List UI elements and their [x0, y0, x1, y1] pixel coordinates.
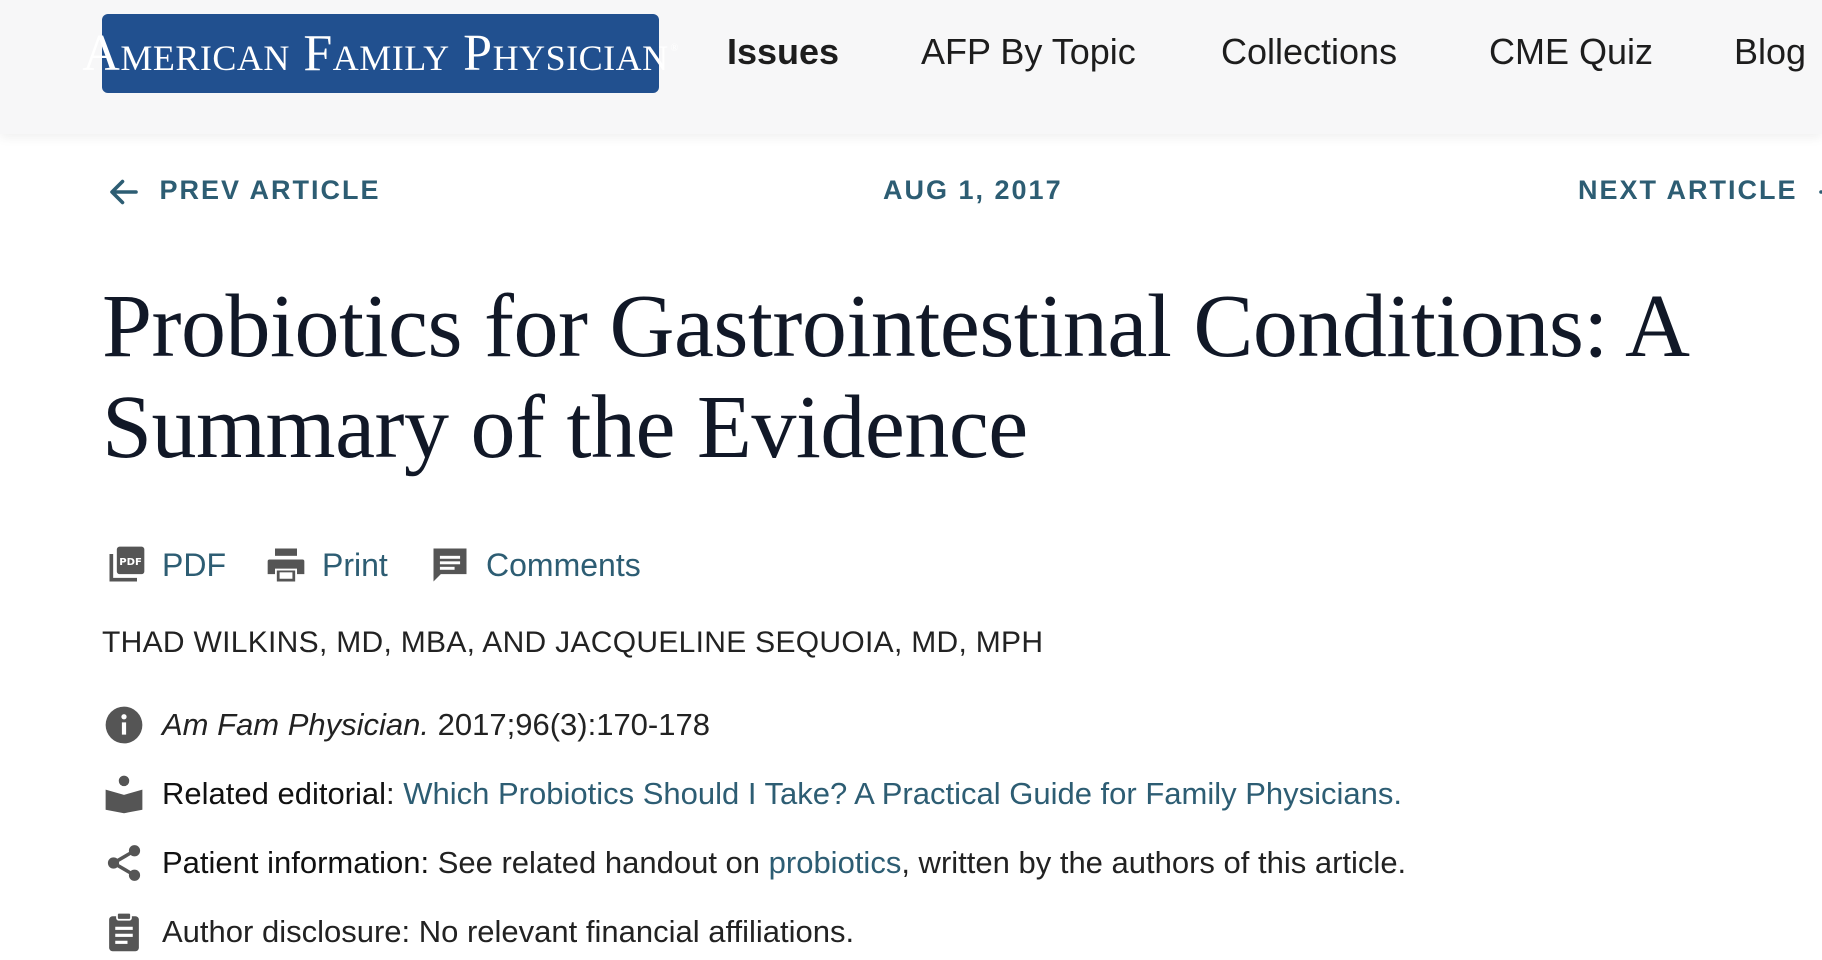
svg-text:PDF: PDF: [119, 557, 142, 568]
related-editorial-sep: :: [386, 776, 404, 811]
article-authors: THAD WILKINS, MD, MBA, AND JACQUELINE SEQUOIA, MD, MPH: [102, 626, 1044, 659]
arrow-right-icon: [1815, 174, 1822, 210]
nav-collections[interactable]: Collections: [1221, 31, 1398, 72]
clipboard-icon: [103, 911, 145, 953]
arrow-left-icon: [106, 174, 142, 210]
next-article-label: NEXT ARTICLE: [1578, 175, 1798, 205]
patient-handout-link[interactable]: probiotics: [768, 845, 902, 880]
comments-button[interactable]: [428, 540, 641, 590]
nav-cme-quiz[interactable]: CME Quiz: [1489, 31, 1654, 72]
patient-info-post: , written by the authors of this article.: [901, 845, 1407, 880]
print-label: Print: [322, 546, 388, 583]
comments-label: Comments: [486, 546, 641, 583]
author-disclosure: Author disclosure: No relevant financial affiliations.: [162, 914, 855, 949]
title-line-1: Probiotics for Gastrointestinal Conditions: A: [102, 277, 1690, 376]
citation-row: [102, 701, 710, 749]
related-editorial-label: Related editorial: [162, 776, 387, 811]
citation-ref: 2017;96(3):170-178: [437, 707, 710, 742]
disclosure-row: [102, 908, 854, 956]
nav-issues[interactable]: Issues: [727, 31, 840, 72]
info-icon: [103, 704, 145, 746]
prev-article-label: PREV ARTICLE: [159, 175, 381, 205]
print-icon: [264, 543, 308, 587]
related-editorial-end: .: [1393, 776, 1403, 811]
related-editorial-link[interactable]: Which Probiotics Should I Take? A Practical Guide for Family Physicians: [403, 776, 1394, 811]
print-button[interactable]: [264, 540, 388, 590]
title-line-2: Summary of the Evidence: [102, 378, 1028, 477]
site-header: [0, 0, 1822, 134]
nav-afp-by-topic[interactable]: AFP By Topic: [921, 31, 1136, 72]
patient-info-row: [102, 839, 1406, 887]
site-logo[interactable]: [82, 14, 679, 93]
share-icon: [103, 842, 145, 884]
next-article-link[interactable]: [1578, 170, 1822, 210]
related-editorial-row: [102, 770, 1402, 818]
issue-date[interactable]: AUG 1, 2017: [883, 175, 1063, 205]
pdf-icon: [104, 543, 148, 587]
article-title: [102, 276, 1702, 478]
pdf-label: PDF: [162, 546, 226, 583]
nav-blog[interactable]: Blog: [1734, 31, 1807, 72]
patient-info-pre: See related handout on: [429, 845, 769, 880]
citation-journal: Am Fam Physician.: [162, 707, 430, 742]
comment-icon: [428, 543, 472, 587]
prev-article-link[interactable]: [106, 170, 381, 210]
pdf-button[interactable]: [104, 540, 226, 590]
book-icon: [103, 773, 145, 815]
logo-text: American Family Physician ®: [82, 24, 679, 82]
patient-info-label: Patient information:: [162, 845, 430, 880]
